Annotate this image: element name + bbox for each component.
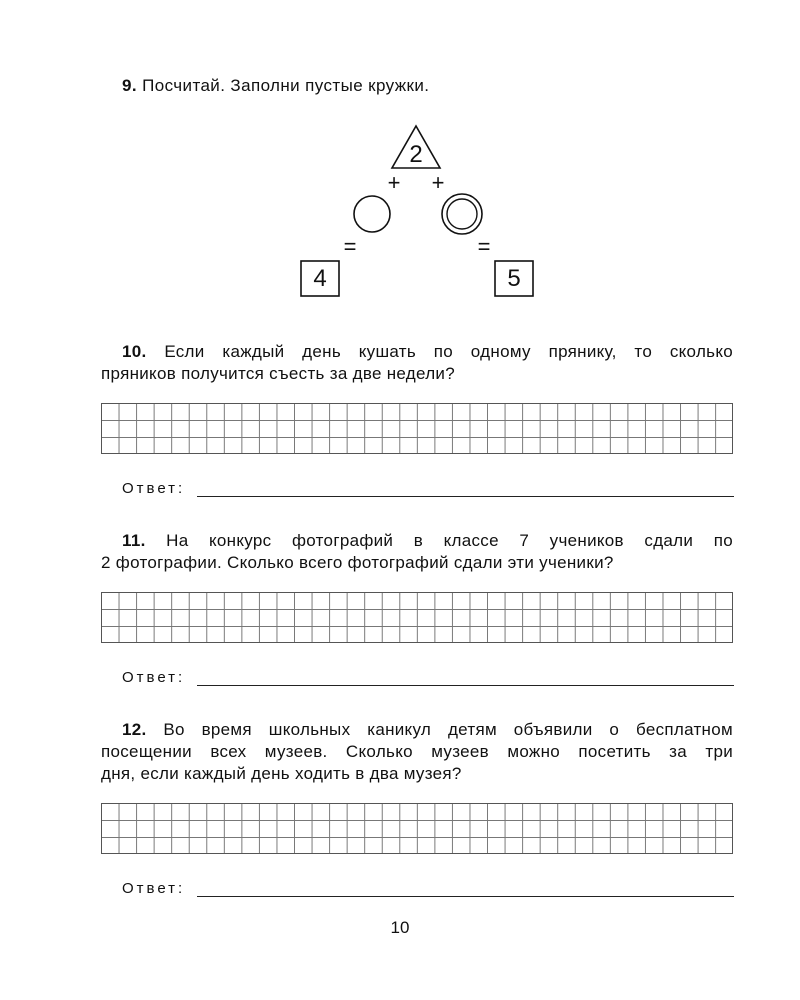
task-10-answer-line[interactable] [197,482,734,497]
task-11-line-2: 2 фотографии. Сколько всего фотографий сдали эти ученики? [101,553,614,572]
task-12-number: 12. [122,720,147,739]
equals-right: = [477,234,491,259]
triangle-value: 2 [409,141,423,168]
equals-left: = [343,234,357,259]
task-12-line-1 [101,719,733,741]
task-10-work-grid[interactable] [101,403,733,454]
task-10-line-2: пряников получится съесть за две недели? [101,364,455,383]
plus-right: + [431,170,445,195]
task-12-text [101,719,733,785]
page-number: 10 [390,918,410,937]
task-9-number: 9. [122,76,137,95]
plus-left: + [387,170,401,195]
box-left-value: 4 [313,265,327,292]
task-10-line-1 [101,341,733,363]
task-11-number: 11. [122,531,146,550]
task-10-number: 10. [122,342,147,361]
task-12-line-3: дня, если каждый день ходить в два музея? [101,764,462,783]
diagram-shapes [0,0,800,320]
task-9-diagram [0,0,800,320]
task-12-line-1-text: Во время школьных каникул детям объявили о бесплатном [163,720,733,739]
empty-circle-left[interactable] [354,196,390,232]
task-12-answer-label: Ответ: [122,880,186,897]
task-11-answer-line[interactable] [197,671,734,686]
task-10-line-1-text: Если каждый день кушать по одному прянику, то сколько [164,342,733,361]
task-12-answer-line[interactable] [197,882,734,897]
task-12-line-2: посещении всех музеев. Сколько музеев можно посетить за три [101,742,733,761]
task-10-text [101,341,733,385]
task-10-answer [122,480,734,497]
task-9-text: Посчитай. Заполни пустые кружки. [142,76,430,95]
task-10-answer-label: Ответ: [122,480,186,497]
task-11-work-grid[interactable] [101,592,733,643]
box-right-value: 5 [507,265,521,292]
task-12-work-grid[interactable] [101,803,733,854]
task-11-text [101,530,733,574]
empty-circle-right-outer[interactable] [442,194,482,234]
task-11-answer-label: Ответ: [122,669,186,686]
task-11-line-1 [101,530,733,552]
task-11-answer [122,669,734,686]
task-11-line-1-text: На конкурс фотографий в классе 7 учеников сдали по [166,531,733,550]
task-12-answer [122,880,734,897]
